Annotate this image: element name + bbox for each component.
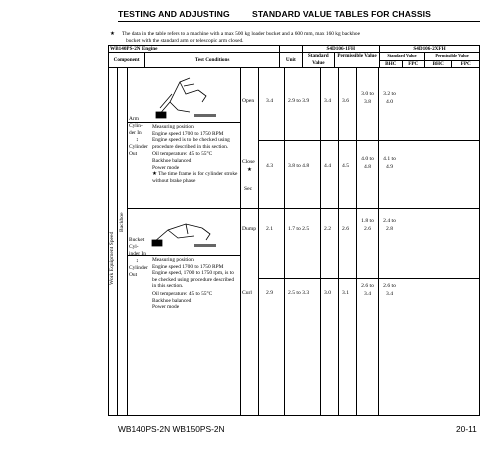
arm-open-fpc: 3.6	[342, 98, 349, 104]
col-line-perm	[284, 67, 285, 416]
arm-open-label: Open	[242, 98, 255, 104]
condition-measuring-position: Measuring position	[152, 124, 194, 130]
arm-close-bhc: 4.4	[324, 163, 331, 169]
arm-open-std: 3.4	[266, 98, 273, 104]
bucket-curl-perm: 2.5 to 3.3	[288, 290, 310, 296]
bucket-dump-perm: 1.7 to 2.5	[288, 226, 310, 232]
engine-header: WB140PS-2N Engine	[109, 46, 280, 53]
col-line-fpc	[338, 67, 339, 416]
engine-2: S4D106-2XFH	[380, 46, 480, 53]
arm-row-divider	[258, 140, 480, 141]
bucket-component: Bucket Cyl- inder In ↕ Cylinder Out	[129, 237, 148, 278]
star-icon: ★	[110, 31, 115, 37]
arm-open-bhc2: 3.0 to 3.8	[361, 91, 374, 105]
footer-model: WB140PS-2N WB150PS-2N	[118, 424, 225, 434]
arm-open-fpc2: 3.2 to 4.0	[383, 91, 396, 105]
bucket-dump-fpc: 2.6	[342, 226, 349, 232]
permissible-value-short-header: Permissible Value	[424, 53, 479, 60]
arm-close-star: ★	[247, 167, 253, 173]
work-equipment-speed-label: Work Equipment Speed	[109, 231, 115, 285]
arm-close-bhc2: 4.0 to 4.8	[361, 156, 374, 170]
table-note	[110, 31, 490, 45]
bucket-dump-label: Dump	[242, 226, 256, 232]
section-divider	[128, 208, 480, 209]
arm-open-bhc: 3.4	[324, 98, 331, 104]
backhoe-label: Backhoe	[119, 212, 125, 232]
bucket-dump-std: 2.1	[266, 226, 273, 232]
header-rule	[118, 21, 480, 22]
fpc-header-2: FPC	[452, 60, 480, 67]
note-line-1: The data in the table refers to a machine with a max 500 kg loader bucket and a 600 mm, max 160 kg backhoe	[122, 31, 361, 37]
engine-1: S4D106-1FH	[302, 46, 379, 53]
permissible-value-header: Permissible Value	[335, 53, 380, 68]
test-conditions-header: Test Conditions	[145, 53, 280, 68]
fpc-header: FPC	[402, 60, 424, 67]
arm-open-perm: 2.9 to 3.9	[288, 98, 310, 104]
section-title: TESTING AND ADJUSTING	[118, 9, 230, 19]
bucket-curl-std: 2.9	[266, 290, 273, 296]
side-column-inner	[118, 67, 128, 416]
bucket-dump-bhc: 2.2	[324, 226, 331, 232]
col-line-fpc2	[378, 67, 379, 416]
arm-close-std: 4.3	[266, 163, 273, 169]
arm-close-label: Close	[242, 159, 255, 165]
bucket-test-conditions: Measuring position Engine speed 1700 to 1750 RPM Engine speed, 1700 to 1750 rpm, is to be checked using procedure described in this section. Oil temperature: 45 to 55°C Backhoe balanced Power mode	[152, 257, 235, 311]
bucket-dump-bhc2: 1.8 to 2.6	[361, 218, 374, 232]
arm-close-perm: 3.8 to 4.8	[288, 163, 310, 169]
bucket-curl-fpc2: 2.6 to 3.4	[383, 283, 396, 297]
bhc-header-2: BHC	[424, 60, 451, 67]
bucket-curl-fpc: 3.1	[342, 290, 349, 296]
arm-component: Arm Cylin- der In ↕ Cylinder Out	[129, 116, 148, 157]
col-line-unit	[240, 67, 241, 416]
arm-unit-sec: Sec	[244, 186, 253, 192]
bucket-curl-bhc2: 2.6 to 3.4	[361, 283, 374, 297]
bucket-dump-fpc2: 2.4 to 2.8	[383, 218, 396, 232]
standard-value-short-header: Standard Value	[380, 53, 425, 60]
bhc-header: BHC	[380, 60, 402, 67]
col-line-bhc	[320, 67, 321, 416]
bucket-measuring-figure	[150, 212, 220, 252]
bucket-curl-bhc: 3.0	[324, 290, 331, 296]
col-line-bhc2	[356, 67, 357, 416]
arm-close-fpc: 4.5	[342, 163, 349, 169]
unit-header: Unit	[280, 53, 302, 68]
bucket-row-divider	[258, 278, 480, 279]
arm-measuring-figure	[150, 72, 220, 120]
page-number: 20-11	[456, 424, 477, 434]
arm-test-conditions: Measuring position Engine speed 1700 to 1750 RPM Engine speed is to be checked using procedure described in this section. Oil temperature: 45 to 55°C Backhoe balanced Power mode ★ The time frame is for cylinder stroke without brake phase	[152, 124, 238, 184]
standard-value-table	[108, 45, 480, 68]
component-header: Component	[109, 53, 145, 68]
bucket-curl-label: Curl	[242, 290, 252, 296]
standard-value-header: Standard Value	[302, 53, 334, 68]
col-line-std	[258, 67, 259, 416]
table-title: STANDARD VALUE TABLES FOR CHASSIS	[252, 9, 431, 19]
arm-close-fpc2: 4.1 to 4.9	[383, 156, 396, 170]
note-line-2: bucket with the standard arm or telescopic arm closed.	[126, 38, 244, 44]
